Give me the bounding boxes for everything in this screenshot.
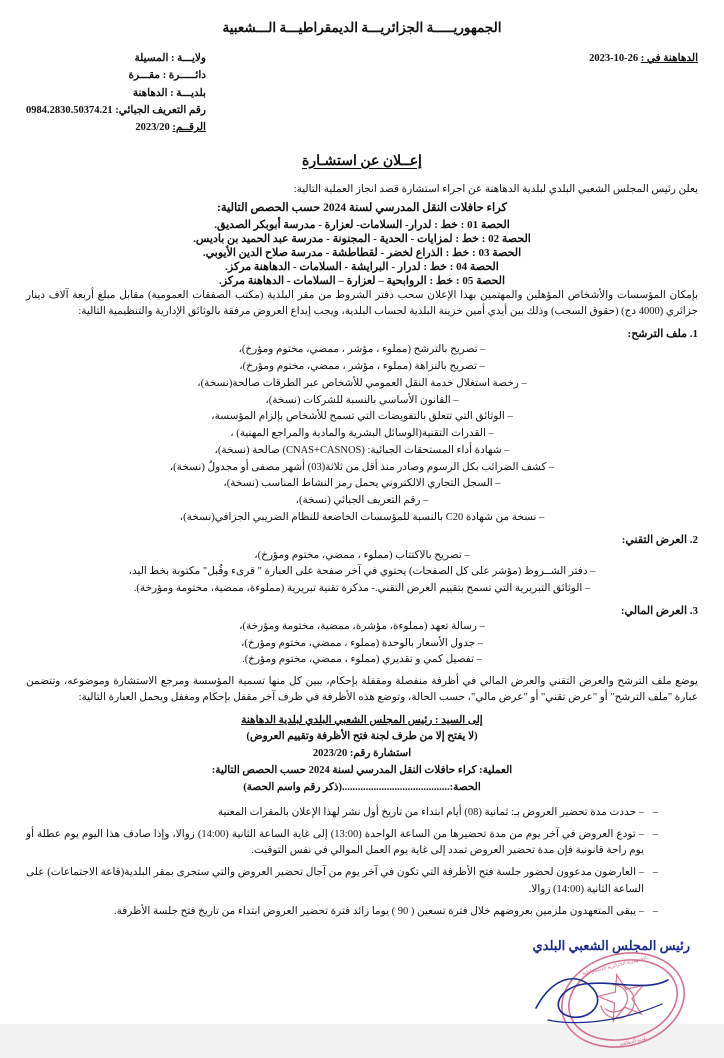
daira-line: دائـــــرة : مقـــرة [128, 70, 206, 82]
tax-number: 0984.2830.50374.21 [26, 104, 113, 116]
section-items [26, 619, 698, 668]
section-candidature [26, 327, 698, 525]
lots-list [26, 218, 698, 287]
operation-title: كراء حافلات النقل المدرسي لسنة 2024 حسب الحصص التالية: [217, 201, 507, 214]
conditions-paragraph: بإمكان المؤسسات والأشخاص المؤهلين والمهتمين بهذا الإعلان سحب دفتر الشروط من مقر البلدية (مكتب الصفقات العمومية) مقابل مبلغ أربعة آلاف دينار جزائري (4000 دج) (حقوق السحب) وذلك بين أيدي أمين خزينة البلدية لحساب البلدية، ويجب إيداع العروض مرفقة بالوثائق الإدارية والتنظيمية التالية: [26, 289, 698, 318]
envelope-line-2: (لا يفتح إلا من طرف لجنة فتح الأظرفة وتقييم العروض) [246, 731, 478, 743]
tax-label: رقم التعريف الجبائي: [115, 104, 206, 116]
final-note: – – تودع العروض في آخر يوم من مدة تحضيرها من الساعة الواحدة (13:00) إلى غاية الساعة الثانية (14:00) زوالا، وإذا صادف هذا اليوم يوم عطلة أو يوم راحة قانونية فإن مدة تحضير العروض تمدد إلى غاية يوم العمل الموالي في نفس التوقيت. [26, 827, 658, 860]
date-value: 2023-10-26 [589, 53, 639, 64]
list-item: – تصريح بالاكتتاب (مملوء ، ممضي، مختوم ومؤرخ)، [254, 549, 470, 561]
date-label: الدهاهنة في : [640, 53, 698, 64]
packaging-paragraph: يوضع ملف الترشح والعرض التقني والعرض المالي في أظرفة منفصلة ومقفلة بإحكام، يبين كل منها تسمية المؤسسة ومرجع الاستشارة وموضوعه، وتتضمن عبارة "ملف الترشح" أو "عرض تقني" أو "عرض مالي"، حسب الحالة، وتوضع هذه الأظرفة في ظرف آخر مقفل بإحكام ومغفل ويحمل العبارة التالية: [26, 676, 698, 704]
signature-label: رئيس المجلس الشعبي البلدي [532, 938, 690, 954]
list-item: – جدول الأسعار بالوحدة (مملوء ، ممضي، مختوم ومؤرخ)، [241, 637, 483, 649]
list-item: – تفصيل كمي و تقديري (مملوء ، ممضي، مختوم ومؤرخ). [242, 654, 482, 666]
section-items [26, 548, 698, 597]
announcement-heading [26, 153, 698, 170]
lot-item: الحصة 03 : خط : الذراع لخضر - لقطاطشة - مدرسة صلاح الدين الأيوبي. [202, 246, 522, 259]
list-item: – تصريح بالترشح (مملوء ، مؤشر ، ممضي، مختوم ومؤرخ)، [238, 344, 486, 356]
handwritten-signature-icon [528, 964, 678, 1034]
section-heading: 1. ملف الترشح: [627, 328, 698, 341]
list-item: – القدرات التقنية(الوسائل البشرية والمادية والمراجع المهنية) ، [230, 428, 494, 440]
list-item: – رخصة استغلال خدمة النقل العمومي للأشخاص عبر الطرقات صالحة(نسخة)، [197, 377, 527, 389]
header-admin-block [26, 50, 206, 137]
ref-label: الرقــم: [172, 122, 206, 134]
list-item: – رقم التعريف الجبائي (نسخة)، [295, 495, 429, 507]
stamp-top-text: الجمهورية الجزائرية الديمقراطية [581, 956, 648, 978]
ref-number: 2023/20 [135, 122, 170, 134]
envelope-address-block [26, 713, 698, 797]
list-item: – السجل التجاري الالكتروني يحمل رمز النشاط المناسب (نسخة)، [223, 478, 501, 490]
signature-block [26, 938, 698, 1058]
envelope-line-5: الحصة:.........................................(ذكر رقم واسم الحصة) [243, 781, 481, 793]
lot-item: الحصة 04 : خط : لدرار - البرايشة - السلامات - الدهاهنة مركز. [225, 260, 499, 273]
announcement-heading-text: إعــلان عن استشـارة [302, 153, 422, 169]
section-technical [26, 533, 698, 597]
lot-item: الحصة 01 : خط : لدرار- السلامات- لعزارة - مدرسة أبوبكر الصديق. [214, 218, 510, 231]
lot-item: الحصة 02 : خط : لمزايات - الحدية - المجنونة - مدرسة عبد الحميد بن باديس. [193, 232, 531, 245]
final-note: – – العارضون مدعوون لحضور جلسة فتح الأظرفة التي تكون في آخر يوم من آجال تحضير العروض والتي ستجرى بمقر البلدية(قاعة الاجتماعات) على الساعة الثانية (14:00) زوالا. [26, 865, 658, 898]
final-notes-list [26, 805, 698, 921]
final-note: – – حددت مدة تحضير العروض بـ: ثمانية (08) أيام ابتداء من تاريخ أول نشر لهذا الإعلان بالمقرات المعنية [26, 805, 658, 821]
stamp-bottom-text: بلدية الدهاهنة [619, 1036, 648, 1049]
ref-line [26, 119, 206, 136]
list-item: – القانون الأساسي بالنسبة للشركات (نسخة)، [265, 394, 459, 406]
list-item: – دفتر الشــروط (مؤشر على كل الصفحات) يحتوي في آخر صفحة على العبارة " قرىء وقُبل" مكتوبة بخط اليد، [128, 566, 596, 578]
list-item: – نسخة من شهادة C20 بالنسبة للمؤسسات الخاضعة للنظام الضريبي الجزافي(نسخة)، [179, 511, 545, 523]
intro-paragraph: يعلن رئيس المجلس الشعبي البلدي لبلدية الدهاهنة عن اجراء استشارة قصد انجاز العملية التالية: [293, 183, 698, 195]
baladiya-line: بلديـــة : الدهاهنة [132, 87, 206, 99]
lot-item: الحصة 05 : خط : الروابحية – لعزارة – السلامات - الدهاهنة مركز. [218, 274, 506, 287]
list-item: – الوثائق التي تتعلق بالتفويضات التي تسمح للأشخاص بإلزام المؤسسة، [211, 411, 513, 423]
list-item: – شهادة أداء المستحقات الجبائية: (CNAS+CASNOS) صالحة (نسخة)، [214, 444, 510, 456]
envelope-line-3: استشارة رقم: 2023/20 [312, 748, 412, 760]
section-items [26, 342, 698, 525]
header-date-block [589, 50, 698, 64]
document-header [26, 50, 698, 137]
section-heading: 2. العرض التقني: [621, 533, 698, 546]
section-financial [26, 604, 698, 668]
envelope-line-1: إلى السيد : رئيس المجلس الشعبي البلدي لبلدية الدهاهنة [241, 714, 483, 726]
envelope-line-4: العملية: كراء حافلات النقل المدرسي لسنة 2024 حسب الحصص التالية: [211, 765, 513, 777]
page-title: الجمهوريـــــة الجزائريـــة الديمقراطيـــة الـــشعبية [222, 20, 502, 35]
list-item: – كشف الضرائب بكل الرسوم وصادر منذ أقل من ثلاثة(03) أشهر مصفى أو مجدولٌ (نسخة)، [169, 461, 555, 473]
list-item: – رسالة تعهد (مملوءة، مؤشرة، ممضية، مختومة ومؤرخة)، [239, 620, 485, 632]
list-item: – تصريح بالنزاهة (مملوء ، مؤشر ، ممضي، مختوم ومؤرخ)، [239, 361, 485, 373]
list-item: – الوثائق التبريرية التي تسمح بتقييم العرض التقني.- مذكرة تقنية تبريرية (مملوءة، ممضية، مختومة ومؤرخة). [133, 583, 591, 595]
tax-line [26, 102, 206, 119]
final-note: – – يبقى المتعهدون ملزمين بعروضهم خلال فترة تسعين ( 90 ) يوما زائد فترة تحضير العروض ابتداء من تاريخ فتح جلسة الأظرفة. [26, 904, 658, 920]
wilaya-line: ولايـــة : المسيلة [134, 53, 206, 64]
section-heading: 3. العرض المالي: [620, 604, 698, 617]
